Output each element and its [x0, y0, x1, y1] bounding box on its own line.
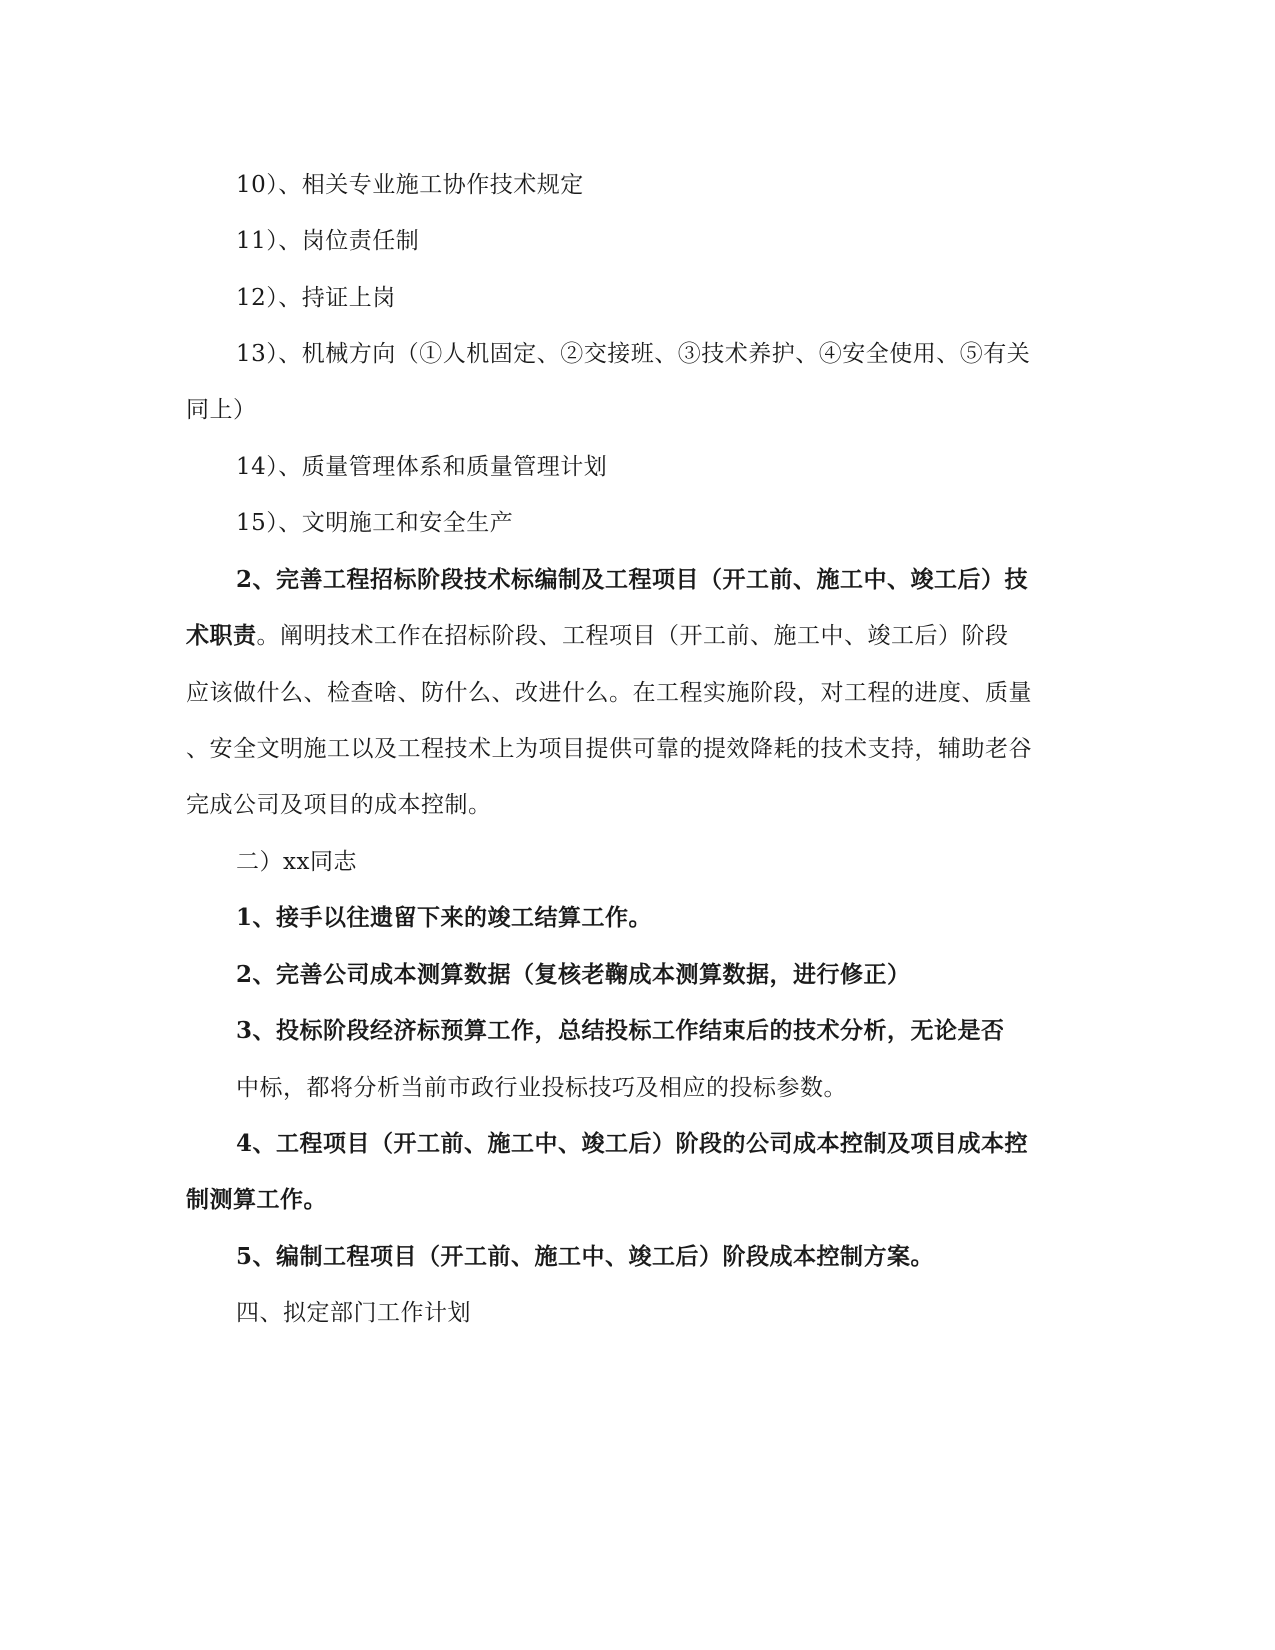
- paragraph-2-line5: 完成公司及项目的成本控制。: [186, 792, 492, 818]
- section-heading-four: 四、拟定部门工作计划: [236, 1300, 471, 1326]
- paragraph-2-line3: 应该做什么、检查啥、防什么、改进什么。在工程实施阶段，对工程的进度、质量: [186, 680, 1032, 706]
- list-item-14: 14）、质量管理体系和质量管理计划: [236, 454, 608, 480]
- item-1: 1、接手以往遗留下来的竣工结算工作。: [236, 904, 653, 931]
- list-item-15: 15）、文明施工和安全生产: [236, 510, 514, 536]
- list-item-10: 10）、相关专业施工协作技术规定: [236, 172, 584, 198]
- list-item-13: 13）、机械方向（①人机固定、②交接班、③技术养护、④安全使用、⑤有关: [236, 341, 1031, 367]
- item-5: 5、编制工程项目（开工前、施工中、竣工后）阶段成本控制方案。: [236, 1243, 935, 1270]
- paragraph-2-heading: 2、完善工程招标阶段技术标编制及工程项目（开工前、施工中、竣工后）技: [236, 566, 1029, 593]
- list-item-11: 11）、岗位责任制: [236, 228, 420, 254]
- item-4-continued: 制测算工作。: [186, 1186, 327, 1213]
- item-3-continued: 中标，都将分析当前市政行业投标技巧及相应的投标参数。: [236, 1075, 847, 1101]
- list-item-12: 12）、持证上岗: [236, 285, 396, 311]
- item-3: 3、投标阶段经济标预算工作，总结投标工作结束后的技术分析，无论是否: [236, 1017, 1005, 1044]
- item-4: 4、工程项目（开工前、施工中、竣工后）阶段的公司成本控制及项目成本控: [236, 1130, 1029, 1157]
- paragraph-2-bold-lead: 术职责: [186, 622, 257, 649]
- section-heading-xx: 二）xx同志: [236, 849, 357, 875]
- paragraph-2-text: 。阐明技术工作在招标阶段、工程项目（开工前、施工中、竣工后）阶段: [256, 623, 1009, 649]
- paragraph-2-line4: 、安全文明施工以及工程技术上为项目提供可靠的提效降耗的技术支持，辅助老谷: [186, 736, 1032, 762]
- list-item-13-continued: 同上）: [186, 397, 257, 423]
- paragraph-2-line2: [186, 621, 1009, 651]
- item-2: 2、完善公司成本测算数据（复核老鞠成本测算数据，进行修正）: [236, 961, 911, 988]
